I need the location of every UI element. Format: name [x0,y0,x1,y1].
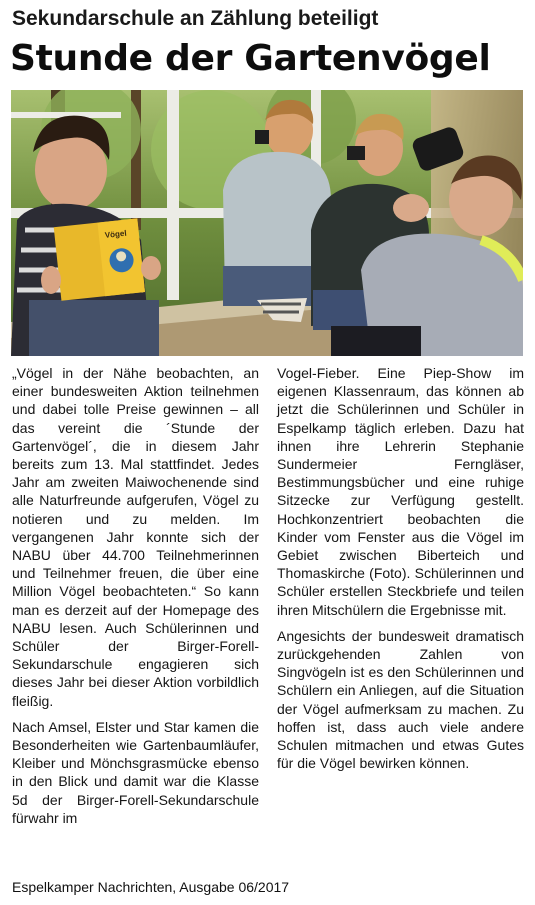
article-column-left [12,364,259,835]
article-paragraph: Angesichts der bundesweit dramatisch zurückgehenden Zahlen von Singvögeln ist es den Schülerinnen und Schülern ein Anliegen, auf die Situation der Vögel aufmerksam zu machen. Zu hoffen ist, dass auch viele andere Schulen mitmachen und etwas Gutes für die Vögel bewirken können. [277,627,524,772]
article-photo [11,90,523,356]
article-paragraph: „Vögel in der Nähe beobachten, an einer bundesweiten Aktion teilnehmen und dabei tolle Preise gewinnen – all das vereint die ´Stunde der Gartenvögel´, die in diesem Jahr bereits zum 13. Mal stattfindet. Jedes Jahr am zweiten Maiwochenende sind alle Naturfreunde aufgerufen, Vögel zu notieren und zu melden. Im vergangenen Jahr konnte sich der NABU über 44.700 Teilnehmerinnen und Teilnehmer freuen, die über eine Million Vögel beobachteten.“ So kann man es derzeit auf der Homepage des NABU lesen. Auch Schülerinnen und Schüler der Birger-Forell-Sekundarschule engagieren sich dieses Jahr bei dieser Aktion vorbildlich fleißig. [12,365,259,709]
article-column-right [277,364,524,780]
article-kicker: Sekundarschule an Zählung beteiligt [12,7,379,30]
article-paragraph: Nach Amsel, Elster und Star kamen die Besonderheiten wie Gartenbaumläufer, Kleiber und Mönchsgrasmücke ebenso in den Blick und damit war die Klasse 5d der Birger-Forell-Sekundarschule fürwahr im [12,718,259,826]
book-cover-title: Vögel [104,228,127,240]
article-paragraph: Vogel-Fieber. Eine Piep-Show im eigenen Klassenraum, das können ab jetzt die Schülerinnen und Schüler in Espelkamp täglich erleben. Dazu hat ihnen ihre Lehrerin Stephanie Sundermeier Ferngläser, Bestimmungsbücher und eine ruhige Sitzecke zur Verfügung gestellt. Hochkonzentriert beobachten die Kinder vom Fenster aus die Vögel im Gebiet zwischen Biberteich und Thomaskirche (Foto). Schülerinnen und Schüler erstellen Steckbriefe und teilen ihren Mitschülern die Ergebnisse mit. [277,365,524,618]
source-caption: Espelkamper Nachrichten, Ausgabe 06/2017 [12,879,290,895]
article-headline: Stunde der Gartenvögel [10,38,491,79]
